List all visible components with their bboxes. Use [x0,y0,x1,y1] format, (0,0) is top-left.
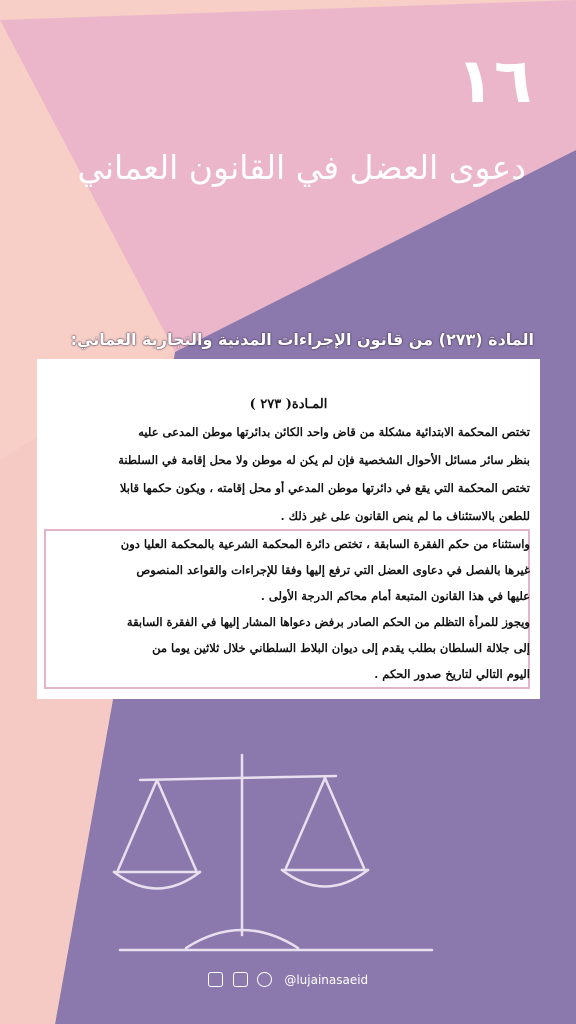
paragraph1-line: بنظر سائر مسائل الأحوال الشخصية فإن لم يكن له موطن ولا محل إقامة في السلطنة [118,453,530,467]
linkedin-icon[interactable] [233,972,248,987]
paragraph2-line: غيرها بالفصل في دعاوى العضل التي ترفع إليها وفقا للإجراءات والقواعد المنصوص [136,563,530,577]
social-handle[interactable]: @lujainasaeid [284,972,369,987]
social-footer [0,972,576,987]
article-title: المـادة( ٢٧٣ ) [249,397,328,412]
paragraph2-line: إلى جلالة السلطان بطلب يقدم إلى ديوان البلاط السلطاني خلال ثلاثين يوما من [152,641,530,655]
page-title: دعوى العضل في القانون العماني [77,148,526,187]
paragraph2-line: واستثناء من حكم الفقرة السابقة ، تختص دائرة المحكمة الشرعية بالمحكمة العليا دون [120,537,530,551]
paragraph1-line: تختص المحكمة التي يقع في دائرتها موطن المدعي أو محل إقامته ، ويكون حكمها قابلا [119,481,530,495]
paragraph2-line: عليها في هذا القانون المتبعة أمام محاكم الدرجة الأولى . [260,589,530,603]
paragraph1-line: تختص المحكمة الابتدائية مشكلة من قاض واحد الكائن بدائرتها موطن المدعى عليه [138,425,530,439]
instagram-icon[interactable] [208,972,223,987]
article-heading: المادة (٢٧٣) من قانون الإجراءات المدنية والتجارية العماني: [70,330,534,349]
twitter-icon[interactable] [257,972,272,987]
paragraph1-line: للطعن بالاستئناف ما لم ينص القانون على غير ذلك . [280,509,530,523]
paragraph2-line: اليوم التالي لتاريخ صدور الحكم . [374,667,530,681]
post-number: ١٦ [456,44,532,117]
paragraph2-line: ويجوز للمرأة التظلم من الحكم الصادر برفض دعواها المشار إليها في الفقرة السابقة [126,615,530,629]
